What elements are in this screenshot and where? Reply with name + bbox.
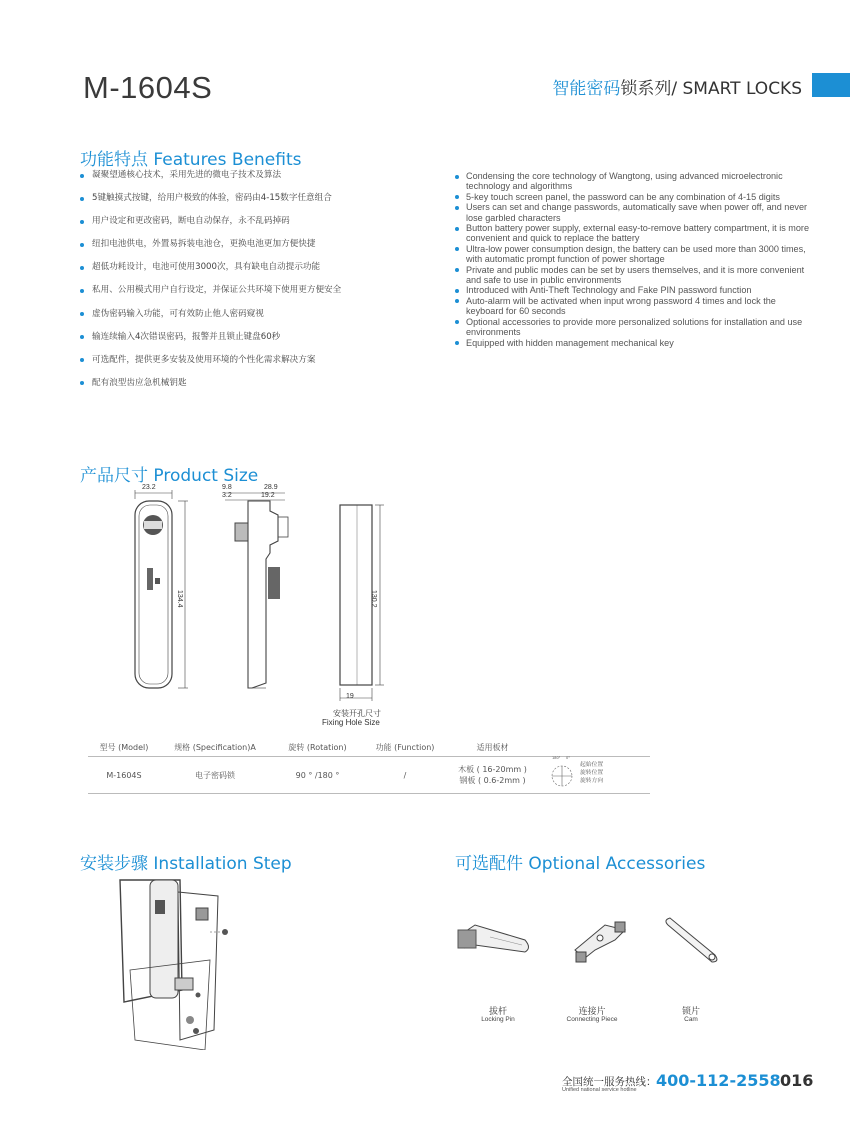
series-title (552, 74, 802, 99)
dim-front-width: 23.2 (142, 484, 156, 491)
legend-rotate: 旋转位置 (580, 770, 604, 776)
feature-en-item: Private and public modes can be set by users themselves, and it is more convenient and safe to use in public environments (455, 265, 815, 286)
dim-side-bot1: 3.2 (222, 492, 232, 499)
dim-side-top1: 9.8 (222, 484, 232, 491)
header-spec: 规格 (Specification)A (160, 738, 270, 757)
legend-start: 起始位置 (580, 762, 604, 768)
feature-cn-item: 纽扣电池供电，外置易拆装电池仓，更换电池更加方便快捷 (80, 239, 440, 262)
cell-function: / (365, 757, 445, 794)
feature-cn-item: 虚伪密码输入功能，可有效防止他人密码窥视 (80, 309, 440, 332)
cell-model: M-1604S (88, 757, 160, 794)
connecting-piece-drawing (575, 922, 625, 962)
model-title: M-1604S (83, 70, 213, 105)
features-en-list (455, 171, 815, 348)
feature-cn-item: 可选配件，提供更多安装及使用环境的个性化需求解决方案 (80, 355, 440, 378)
hotline-number: 400-112-2558 (656, 1071, 781, 1090)
feature-cn-item: 用户设定和更改密码，断电自动保存，永不乱码掉码 (80, 216, 440, 239)
feature-cn-item: 5键触摸式按键，给用户极致的体验，密码由4-15数字任意组合 (80, 193, 440, 216)
accessories-heading: 可选配件 Optional Accessories (455, 854, 706, 874)
dial-label-180: 180° (552, 756, 561, 760)
accessory-name-en: Cam (684, 1016, 698, 1023)
accessory-name-en: Locking Pin (481, 1016, 515, 1023)
page-number: 016 (780, 1071, 814, 1090)
header-rotation: 旋转 (Rotation) (270, 738, 365, 757)
hotline-label-cn: 全国统一服务热线： (562, 1076, 657, 1088)
rotation-legend (540, 758, 650, 792)
header-function: 功能 (Function) (365, 738, 445, 757)
rotation-dial-icon (548, 762, 576, 788)
board-wood: 木板 ( 16-20mm ) (458, 765, 527, 774)
cell-rotation: 90 ° /180 ° (270, 757, 365, 794)
feature-cn-item: 输连续输入4次错误密码，报警并且锁止键盘60秒 (80, 332, 440, 355)
features-heading: 功能特点 Features Benefits (80, 150, 302, 170)
dim-hole-width: 19 (346, 693, 354, 700)
feature-cn-item: 配有浪型齿应急机械钥匙 (80, 378, 440, 401)
cell-board (445, 757, 540, 794)
accessory-name-en: Connecting Piece (566, 1016, 618, 1023)
cam-drawing (666, 918, 717, 962)
legend-direction: 旋转方向 (580, 778, 604, 784)
feature-en-item: Introduced with Anti-Theft Technology and Fake PIN password function (455, 285, 815, 295)
accessories-drawings (450, 910, 740, 990)
feature-en-item: Button battery power supply, external easy-to-remove battery compartment, it is more convenient and quick to replace the battery (455, 223, 815, 244)
feature-en-item: Ultra-low power consumption design, the battery can be used more than 3000 times, with automatic prompt function of power shortage (455, 244, 815, 265)
dim-side-bot2: 19.2 (261, 492, 275, 499)
header-model: 型号 (Model) (88, 738, 160, 757)
spec-table (88, 738, 650, 794)
installation-heading: 安装步骤 Installation Step (80, 854, 292, 874)
dimension-drawings (120, 483, 400, 735)
feature-en-item: Users can set and change passwords, automatically save when power off, and never lose garbled characters (455, 202, 815, 223)
hole-label-en: Fixing Hole Size (322, 718, 380, 727)
hole-label-cn: 安装开孔尺寸 (333, 709, 381, 718)
feature-en-item: 5-key touch screen panel, the password can be any combination of 4-15 digits (455, 192, 815, 202)
hotline-label-en: Unified national service hotline (562, 1087, 637, 1093)
front-view-drawing (135, 490, 188, 688)
series-title-dark: 锁系列/ SMART LOCKS (620, 79, 802, 99)
locking-pin-drawing (458, 925, 529, 952)
feature-cn-item: 凝聚望通核心技术，采用先进的微电子技术及算法 (80, 170, 440, 193)
feature-cn-item: 私用、公用模式用户自行设定，并保证公共环境下使用更方便安全 (80, 285, 440, 308)
installation-diagram (0, 870, 240, 1050)
product-size-heading: 产品尺寸 Product Size (80, 466, 259, 486)
series-title-blue: 智能密码 (552, 79, 621, 99)
features-cn-list (80, 170, 440, 401)
table-row (88, 757, 650, 794)
accessory-name-cn: 锁片 (681, 1007, 700, 1017)
accessory-name-cn: 拔杆 (488, 1007, 507, 1017)
cell-spec: 电子密码锁 (160, 757, 270, 794)
spec-table-header (88, 738, 650, 757)
header-accent-bar (812, 73, 850, 97)
feature-en-item: Equipped with hidden management mechanical key (455, 338, 815, 348)
accessory-name-cn: 连接片 (578, 1007, 606, 1017)
dial-label-0: 0° (566, 756, 570, 760)
feature-en-item: Optional accessories to provide more personalized solutions for installation and use environments (455, 317, 815, 338)
dim-hole-height: 130.2 (370, 590, 377, 608)
fixing-hole-drawing (340, 505, 384, 701)
feature-en-item: Condensing the core technology of Wangtong, using advanced microelectronic technology and algorithms (455, 171, 815, 192)
dim-front-height: 134.4 (176, 590, 183, 608)
feature-en-item: Auto-alarm will be activated when input wrong password 4 times and lock the keyboard for 60 seconds (455, 296, 815, 317)
feature-cn-item: 超低功耗设计，电池可使用3000次，具有缺电自动提示功能 (80, 262, 440, 285)
side-view-drawing (225, 493, 288, 688)
board-steel: 钢板 ( 0.6-2mm ) (459, 776, 526, 785)
header-board: 适用板材 (445, 738, 540, 757)
dim-side-top2: 28.9 (264, 484, 278, 491)
